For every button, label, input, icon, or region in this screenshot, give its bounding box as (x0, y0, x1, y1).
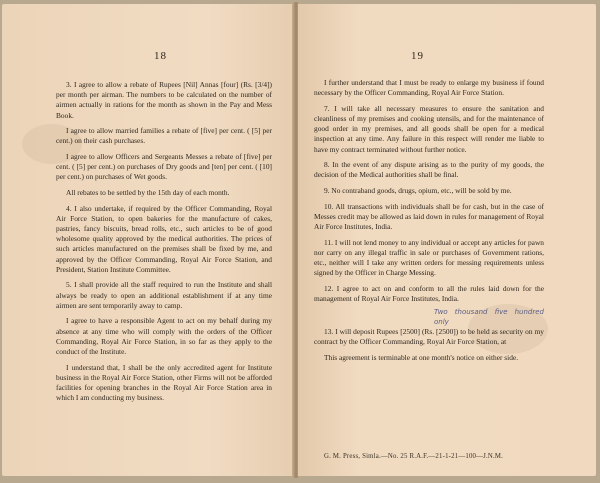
messes-rebate: I agree to allow Officers and Sergeants Messes a rebate of [five] per cent. ( [5] per cent.) on purchases of Dry goods and [ten] per cent. ( [10] per cent.) on purchases of Wet goods. (56, 152, 272, 182)
enlarge-business: I further understand that I must be ready to enlarge my business if found necessary by the Officer Commanding, Royal Air Force Station. (314, 78, 544, 98)
right-page (298, 4, 596, 476)
left-page (2, 4, 294, 476)
clause-9-contraband: 9. No contraband goods, drugs, opium, etc., will be sold by me. (324, 186, 512, 195)
responsible-agent: I agree to have a responsible Agent to act on my behalf during my absence at any time who will comply with the orders of the Officer Commanding, Royal Air Force Station, in so far as they apply to the conduct of the Institute. (56, 316, 272, 357)
clause-11-lending: 11. I will not lend money to any individual or accept any articles for pawn nor carry on any illegal traffic in sale or purchases of Government rations, etc., neither will I take any written orders for messing requirements unless signed by the Officer in Charge Messing. (314, 237, 544, 278)
right-page-text (314, 78, 544, 368)
clause-5-staff: 5. I shall provide all the staff required to run the Institute and shall always be ready to open an additional establishment if at any time airmen are sent temporarily away to camp. (56, 280, 272, 310)
clause-13-deposit: 13. I will deposit Rupees [2500] (Rs. [2500]) to be held as security on my contract by the Officer Commanding, Royal Air Force Station, at (314, 327, 544, 347)
clause-4-bakeries: 4. I also undertake, if required by the Officer Commanding, Royal Air Force Station, to open bakeries for the manufacture of cakes, pastries, fancy biscuits, bread rolls, etc., such articles to be of good wholesome quality approved by the medical authorities. The prices of such articles manufactured on the premises shall be fixed by me, and approved by the Officer Commanding, Royal Air Force Station, and President, Station Institute Committee. (56, 203, 272, 274)
clause-8-purity: 8. In the event of any dispute arising as to the purity of my goods, the decision of the Medical authorities shall be final. (314, 160, 544, 180)
clause-12-rules: 12. I agree to act on and conform to all the rules laid down for the management of Royal Air Force Institutes, India. (314, 283, 544, 303)
handwritten-deposit-note: Two thousand five hundred only (434, 307, 544, 326)
accredited-agent: I understand that, I shall be the only accredited agent for Institute business in the Royal Air Force Station, other Firms will not be afforded facilities for opening branches in the Royal Air Force Station area in which I am conducting my business. (56, 362, 272, 403)
clause-7-sanitation: 7. I will take all necessary measures to ensure the sanitation and cleanliness of my premises and cooking utensils, and for the maintenance of good order in my premises, and all goods shall be open for a medical inspection at any time. Any failure in this respect will render me liable to have my contract terminated without further notice. (314, 103, 544, 154)
right-page-number: 19 (411, 50, 424, 62)
termination-clause: This agreement is terminable at one month's notice on either side. (324, 352, 519, 362)
rebate-settlement: All rebates to be settled by the 15th day of each month. (66, 188, 230, 197)
married-families-rebate: I agree to allow married families a rebate of [five] per cent. ( [5] per cent.) on their cash purchases. (56, 126, 272, 146)
left-page-number: 18 (154, 50, 167, 62)
clause-10-transactions: 10. All transactions with individuals shall be for cash, but in the case of Messes credit may be allowed as laid down in rules for management of Royal Air Force Institutes, India. (314, 201, 544, 231)
printer-footer: G. M. Press, Simla.—No. 25 R.A.F.—21-1-21—100—J.N.M. (324, 453, 504, 460)
left-page-text (56, 80, 272, 409)
clause-3-rebate-airmen: 3. I agree to allow a rebate of Rupees [Nil] Annas [four] (Rs. [3/4]) per month per airman. The numbers to be calculated on the number of airmen actually in rations for the month as shown in the Pay and Mess Book. (56, 80, 272, 120)
